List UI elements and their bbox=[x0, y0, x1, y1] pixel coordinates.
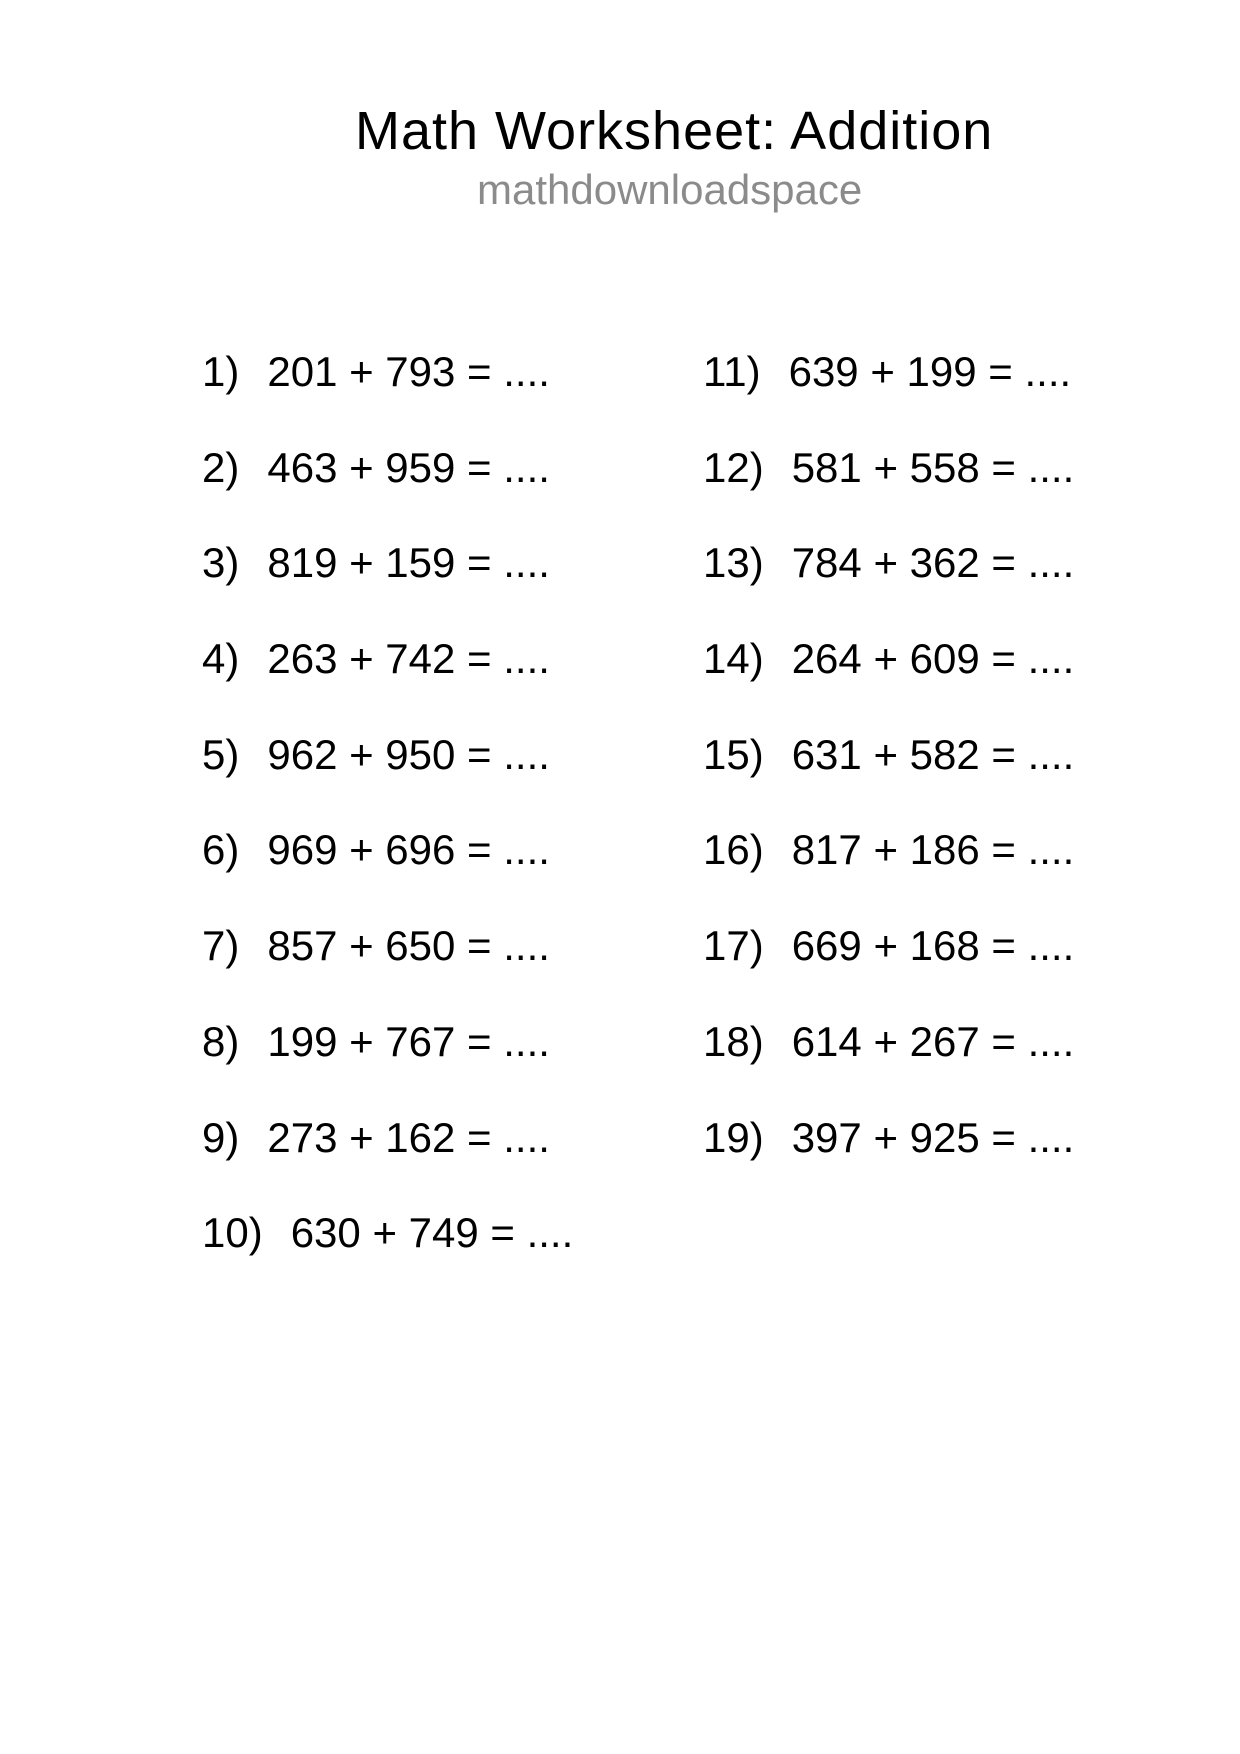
problem-expression: 273 + 162 = .... bbox=[267, 1113, 550, 1161]
problem-expression: 201 + 793 = .... bbox=[267, 348, 550, 395]
problem-row bbox=[703, 994, 1074, 1090]
problem-row bbox=[202, 611, 573, 707]
problem-number: 19) bbox=[703, 1113, 764, 1161]
problem-number: 17) bbox=[703, 922, 764, 970]
problem-row bbox=[703, 802, 1074, 898]
problem-number: 12) bbox=[703, 443, 764, 491]
problem-number: 13) bbox=[703, 539, 764, 587]
problem-expression: 669 + 168 = .... bbox=[791, 922, 1075, 970]
problem-expression: 463 + 959 = .... bbox=[267, 443, 550, 491]
problem-expression: 817 + 186 = .... bbox=[791, 826, 1075, 874]
problem-row bbox=[703, 324, 1074, 420]
problem-expression: 969 + 696 = .... bbox=[267, 826, 550, 874]
problem-expression: 819 + 159 = .... bbox=[267, 539, 550, 587]
problem-number: 16) bbox=[703, 826, 764, 874]
problem-number: 8) bbox=[202, 1017, 240, 1065]
problem-number: 15) bbox=[703, 730, 764, 778]
problem-expression: 962 + 950 = .... bbox=[267, 730, 550, 778]
problem-number: 9) bbox=[202, 1113, 240, 1161]
problems-right-column bbox=[703, 324, 1074, 1185]
problem-row bbox=[703, 611, 1074, 707]
problem-number: 10) bbox=[202, 1209, 263, 1257]
problem-expression: 397 + 925 = .... bbox=[791, 1113, 1075, 1161]
problem-row bbox=[202, 515, 573, 611]
problem-expression: 199 + 767 = .... bbox=[267, 1017, 550, 1065]
problem-number: 5) bbox=[202, 730, 240, 778]
problem-expression: 264 + 609 = .... bbox=[791, 635, 1075, 683]
problem-expression: 614 + 267 = .... bbox=[791, 1017, 1075, 1065]
problem-expression: 639 + 199 = .... bbox=[788, 348, 1072, 395]
problem-number: 2) bbox=[202, 443, 240, 491]
page-title: Math Worksheet: Addition bbox=[355, 101, 994, 161]
problem-row bbox=[202, 707, 573, 803]
problem-number: 11) bbox=[703, 348, 761, 395]
problem-row bbox=[202, 994, 573, 1090]
problem-expression: 631 + 582 = .... bbox=[791, 730, 1075, 778]
problem-expression: 784 + 362 = .... bbox=[791, 539, 1075, 587]
problem-number: 3) bbox=[202, 539, 240, 587]
problem-number: 6) bbox=[202, 826, 240, 874]
problem-row bbox=[202, 324, 573, 420]
problem-row bbox=[202, 802, 573, 898]
problem-number: 14) bbox=[703, 635, 764, 683]
problem-expression: 630 + 749 = .... bbox=[290, 1209, 574, 1257]
problem-row bbox=[202, 898, 573, 994]
problem-number: 18) bbox=[703, 1017, 764, 1065]
page-subtitle: mathdownloadspace bbox=[477, 166, 863, 213]
problem-number: 7) bbox=[202, 922, 240, 970]
problems-left-column bbox=[202, 324, 573, 1281]
problem-row bbox=[703, 707, 1074, 803]
problem-expression: 857 + 650 = .... bbox=[267, 922, 550, 970]
problem-number: 1) bbox=[202, 348, 240, 395]
problem-row bbox=[202, 1090, 573, 1186]
problem-row bbox=[703, 515, 1074, 611]
problem-expression: 581 + 558 = .... bbox=[791, 443, 1075, 491]
problem-number: 4) bbox=[202, 635, 240, 683]
problem-row bbox=[703, 898, 1074, 994]
problem-row bbox=[202, 1185, 573, 1281]
problem-row bbox=[703, 420, 1074, 516]
problem-row bbox=[703, 1090, 1074, 1186]
problem-row bbox=[202, 420, 573, 516]
problem-expression: 263 + 742 = .... bbox=[267, 635, 550, 683]
